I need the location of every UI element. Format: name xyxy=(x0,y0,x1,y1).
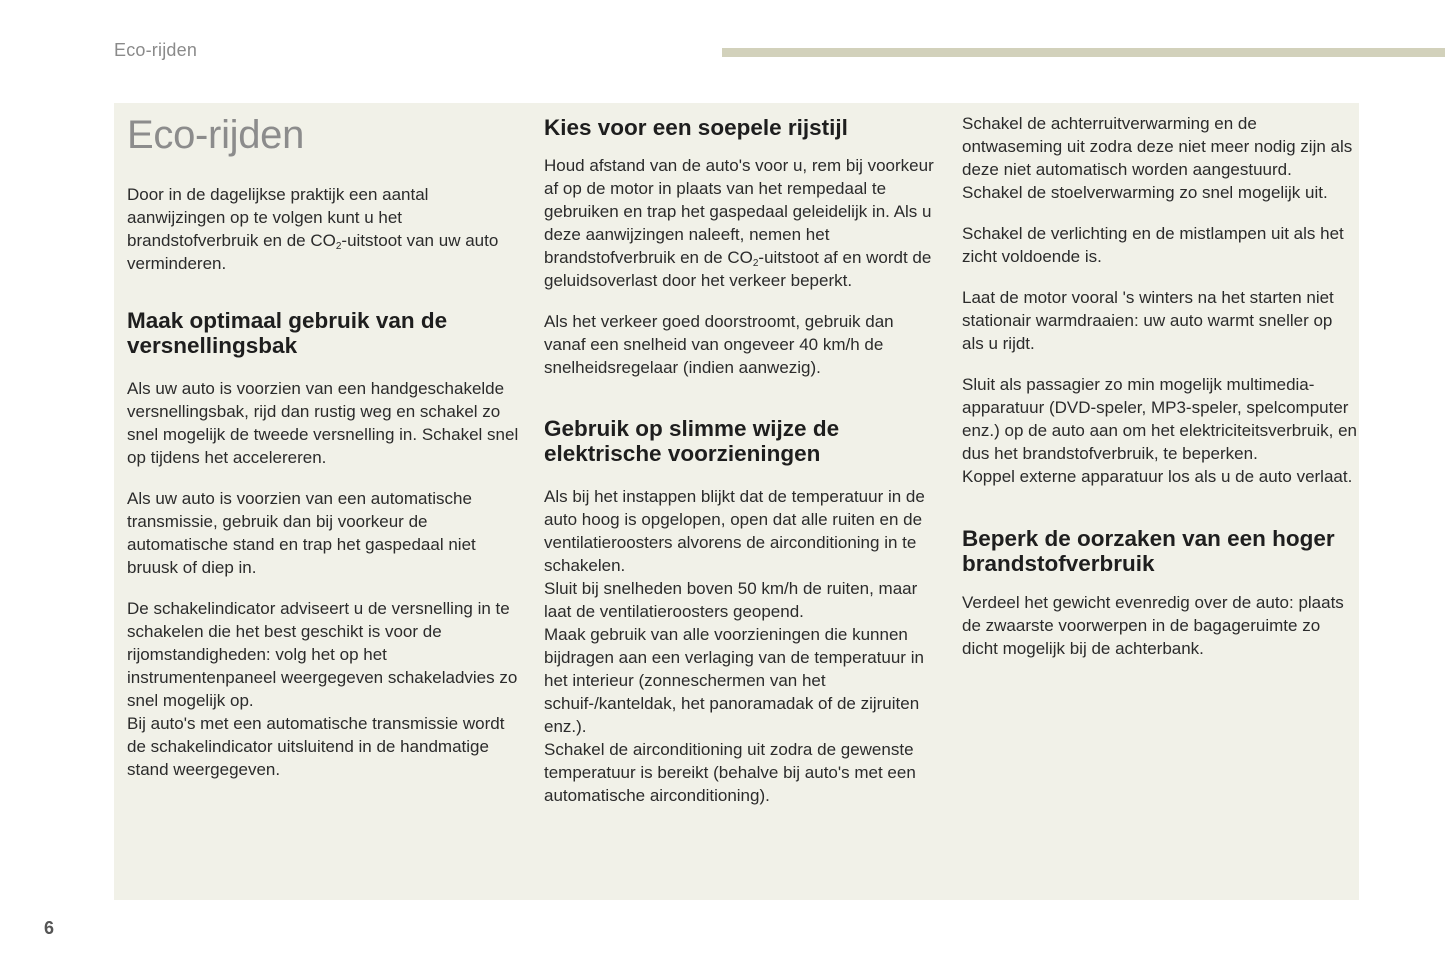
electric-paragraph: Als bij het instappen blijkt dat de temperatuur in de auto hoog is opgelopen, open dat alle ruiten en de ventilatieroosters alvorens de airconditioning in te schakelen. Sluit bij snelheden boven 50 km/h de ruiten, maar laat de ventilatieroosters geopend. Maak gebruik van alle voorzieningen die kunnen bijdragen aan een verlaging van de temperatuur in het interieur (zonneschermen van het schuif-/kanteldak, het panoramadak of de zijruiten enz.). Schakel de airconditioning uit zodra de gewenste temperatuur is bereikt (behalve bij auto's met een automatische airconditioning). xyxy=(544,487,925,805)
heading-electric: Gebruik op slimme wijze de elektrische voorzieningen xyxy=(544,416,840,466)
rear-heating-paragraph: Schakel de achterruitverwarming en de ontwaseming uit zodra deze niet meer nodig zijn als deze niet automatisch worden aangestuurd. Schakel de stoelverwarming zo snel mogelijk uit. xyxy=(962,114,1353,202)
content-panel xyxy=(114,103,1359,900)
weight-paragraph: Verdeel het gewicht evenredig over de auto: plaats de zwaarste voorwerpen in de bagageruimte zo dicht mogelijk bij de achterbank. xyxy=(962,593,1344,658)
page-title: Eco-rijden xyxy=(127,113,305,157)
gearbox-paragraph-manual: Als uw auto is voorzien van een handgeschakelde versnellingsbak, rijd dan rustig weg en schakel zo snel mogelijk de tweede versnelling in. Schakel snel op tijdens het accelereren. xyxy=(127,379,519,467)
heading-consumption-causes: Beperk de oorzaken van een hoger brandstofverbruik xyxy=(962,526,1335,576)
multimedia-paragraph: Sluit als passagier zo min mogelijk multimedia-apparatuur (DVD-speler, MP3-speler, spelcomputer enz.) op de auto aan om het elektriciteitsverbruik, en dus het brandstofverbruik, te beperken. Koppel externe apparatuur los als u de auto verlaat. xyxy=(962,375,1357,486)
page-number: 6 xyxy=(44,918,55,938)
header-accent-rule xyxy=(722,48,1445,57)
gearbox-paragraph-indicator: De schakelindicator adviseert u de versnelling in te schakelen die het best geschikt is voor de rijomstandigheden: volg het op het instrumentenpaneel weergegeven schakeladvies zo snel mogelijk op. Bij auto's met een automatische transmissie wordt de schakelindicator uitsluitend in de handmatige stand weergegeven. xyxy=(127,599,518,779)
heading-driving-style: Kies voor een soepele rijstijl xyxy=(544,115,848,140)
column-middle xyxy=(544,103,939,807)
lights-paragraph: Schakel de verlichting en de mistlampen uit als het zicht voldoende is. xyxy=(962,224,1344,266)
column-left xyxy=(127,103,522,781)
driving-paragraph-cruise: Als het verkeer goed doorstroomt, gebruik dan vanaf een snelheid van ongeveer 40 km/h de snelheidsregelaar (indien aanwezig). xyxy=(544,312,894,377)
driving-paragraph-distance: Houd afstand van de auto's voor u, rem bij voorkeur af op de motor in plaats van het rempedaal te gebruiken en trap het gaspedaal geleidelijk in. Als u deze aanwijzingen naleeft, nemen het brandstofverbruik en de $CO_2$-uitstoot af en wordt de geluidsoverlast door het verkeer beperkt. xyxy=(544,156,934,290)
intro-paragraph: Door in de dagelijkse praktijk een aantal aanwijzingen op te volgen kunt u het brandstofverbruik en de $CO_2$-uitstoot van uw auto verminderen. xyxy=(127,185,499,273)
column-right xyxy=(962,103,1357,660)
header-section-label: Eco-rijden xyxy=(114,40,198,60)
gearbox-paragraph-automatic: Als uw auto is voorzien van een automatische transmissie, gebruik dan bij voorkeur de automatische stand en trap het gaspedaal niet bruusk of diep in. xyxy=(127,489,476,577)
engine-warmup-paragraph: Laat de motor vooral 's winters na het starten niet stationair warmdraaien: uw auto warmt sneller op als u rijdt. xyxy=(962,288,1334,353)
heading-gearbox: Maak optimaal gebruik van de versnellingsbak xyxy=(127,308,448,358)
